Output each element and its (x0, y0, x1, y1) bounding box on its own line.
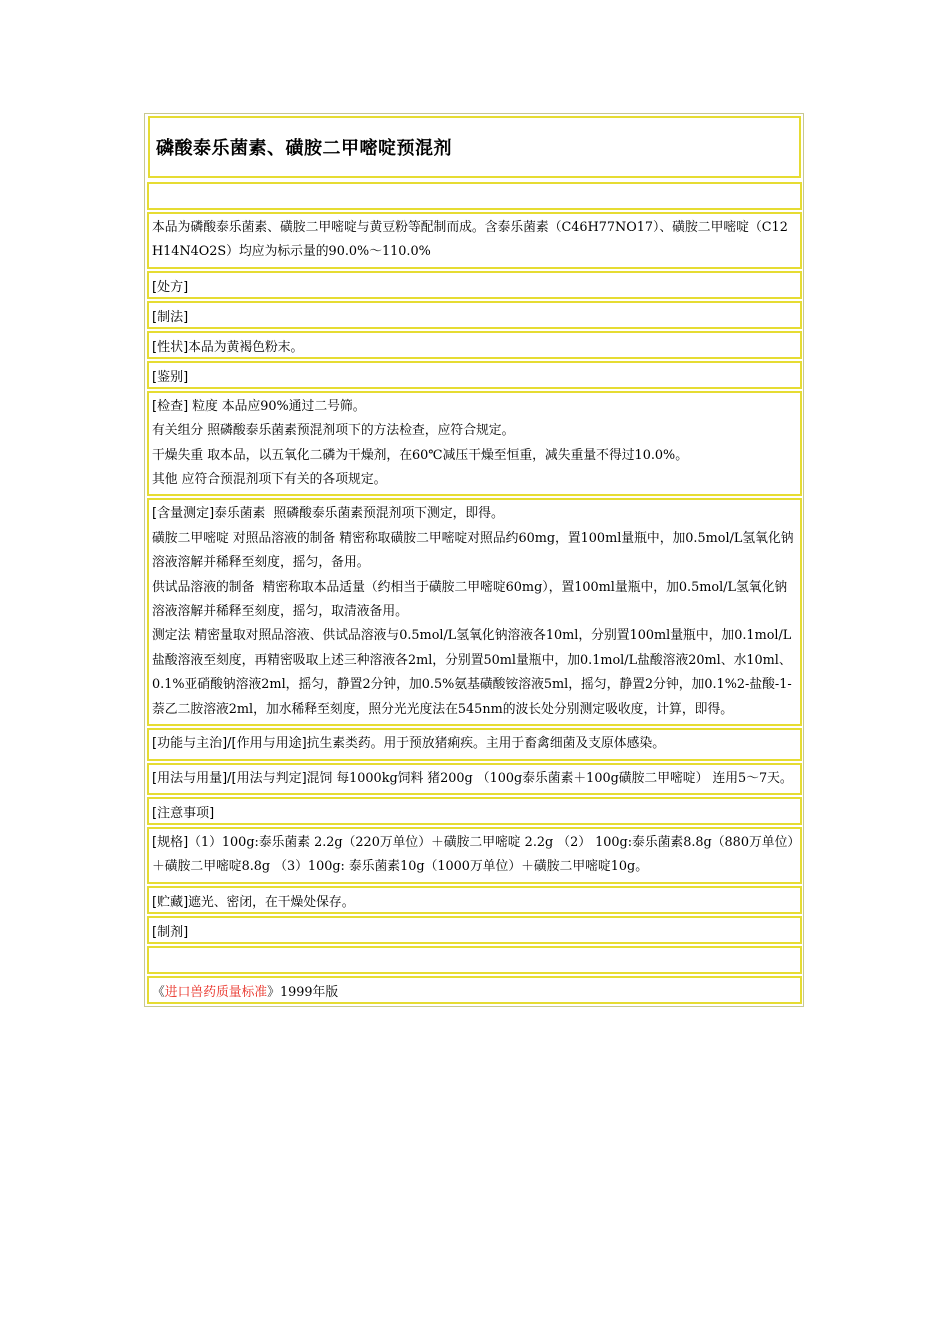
identification-row (147, 361, 802, 389)
usage-label: [用法与用量]/[用法与判定] (152, 770, 307, 786)
preparation-label: [制法] (152, 309, 189, 325)
prescription-label: [处方] (152, 279, 189, 295)
character-label: [性状] (152, 339, 189, 355)
inspection-line-4: 其他 应符合预混剂项下有关的各项规定。 (152, 472, 387, 488)
storage-row (147, 886, 802, 914)
source-open: 《 (152, 984, 165, 1000)
source-row (147, 976, 802, 1004)
description-row (147, 212, 802, 269)
monograph-table (144, 113, 804, 1007)
identification-label: [鉴别] (152, 369, 189, 385)
specification-text: （1）100g:泰乐菌素 2.2g（220万单位）＋磺胺二甲嘧啶 2.2g （2） 100g:泰乐菌素8.8g（880万单位）＋磺胺二甲嘧啶8.8g （3）100g: 泰乐菌素10g（1000万单位）＋磺胺二甲嘧啶10g。 (152, 834, 794, 875)
usage-row (147, 763, 802, 795)
assay-line-1: 泰乐菌素 照磷酸泰乐菌素预混剂项下测定，即得。 (214, 506, 504, 522)
inspection-line-2: 有关组分 照磷酸泰乐菌素预混剂项下的方法检查，应符合规定。 (152, 423, 515, 439)
source-edition: 》1999年版 (267, 984, 339, 1000)
assay-body: 磺胺二甲嘧啶 对照品溶液的制备 精密称取磺胺二甲嘧啶对照品约60mg，置100ml量瓶中，加0.5mol/L氢氧化钠溶液溶解并稀释至刻度，摇匀，备用。 供试品溶液的制备 精密称取本品适量（约相当于磺胺二甲嘧啶60mg），置100ml量瓶中，加0.5mol/L氢氧化钠溶液溶解并稀释至刻度，摇匀，取清液备用。 测定法 精密量取对照品溶液、供试品溶液与0.5mol/L氢氧化钠溶液各10ml，分别置100ml量瓶中，加0.1mol/L盐酸溶液至刻度，再精密吸取上述三种溶液各2ml，分别置50ml量瓶中，加0.1mol/L盐酸溶液20ml、水10ml、0.1%亚硝酸钠溶液2ml，摇匀，静置2分钟，加0.5%氨基磺酸铵溶液5ml，摇匀，静置2分钟，加0.1%2-盐酸-1-萘乙二胺溶液2ml，加水稀释至刻度，照分光光度法在545nm的波长处分别测定吸收度，计算，即得。 (152, 530, 794, 717)
inspection-label: [检查] (152, 398, 189, 414)
character-row (147, 331, 802, 359)
function-row (147, 728, 802, 760)
usage-text: 混饲 每1000kg饲料 猪200g （100g泰乐菌素＋100g磺胺二甲嘧啶） 连用5～7天。 (306, 770, 793, 786)
inspection-line-3: 干燥失重 取本品，以五氧化二磷为干燥剂，在60℃减压干燥至恒重，减失重量不得过10.0%。 (152, 447, 689, 463)
page-title: 磷酸泰乐菌素、磺胺二甲嘧啶预混剂 (156, 138, 452, 159)
storage-label: [贮藏] (152, 894, 189, 910)
inspection-line-1: 粒度 本品应90%通过二号筛。 (188, 398, 366, 414)
preparation-row (147, 301, 802, 329)
assay-label: [含量测定] (152, 506, 215, 522)
description-text: 本品为磷酸泰乐菌素、磺胺二甲嘧啶与黄豆粉等配制而成。含泰乐菌素（C46H77NO17）、磺胺二甲嘧啶（C12H14N4O2S）均应为标示量的90.0%～110.0% (152, 220, 788, 260)
title-row (148, 116, 801, 178)
empty-row (147, 182, 802, 210)
source-link[interactable]: 进口兽药质量标准 (164, 984, 268, 1000)
function-label: [功能与主治]/[作用与用途] (152, 736, 307, 752)
function-text: 抗生素类药。用于预放猪痢疾。主用于畜禽细菌及支原体感染。 (306, 736, 665, 752)
precautions-label: [注意事项] (152, 805, 215, 821)
specification-label: [规格] (152, 834, 189, 850)
inspection-row (147, 391, 802, 497)
assay-row (147, 498, 802, 726)
storage-text: 遮光、密闭，在干燥处保存。 (188, 894, 355, 910)
formulation-row (147, 916, 802, 944)
character-text: 本品为黄褐色粉末。 (188, 339, 304, 355)
empty-row (147, 946, 802, 974)
precautions-row (147, 797, 802, 825)
specification-row (147, 827, 802, 884)
formulation-label: [制剂] (152, 924, 189, 940)
prescription-row (147, 271, 802, 299)
